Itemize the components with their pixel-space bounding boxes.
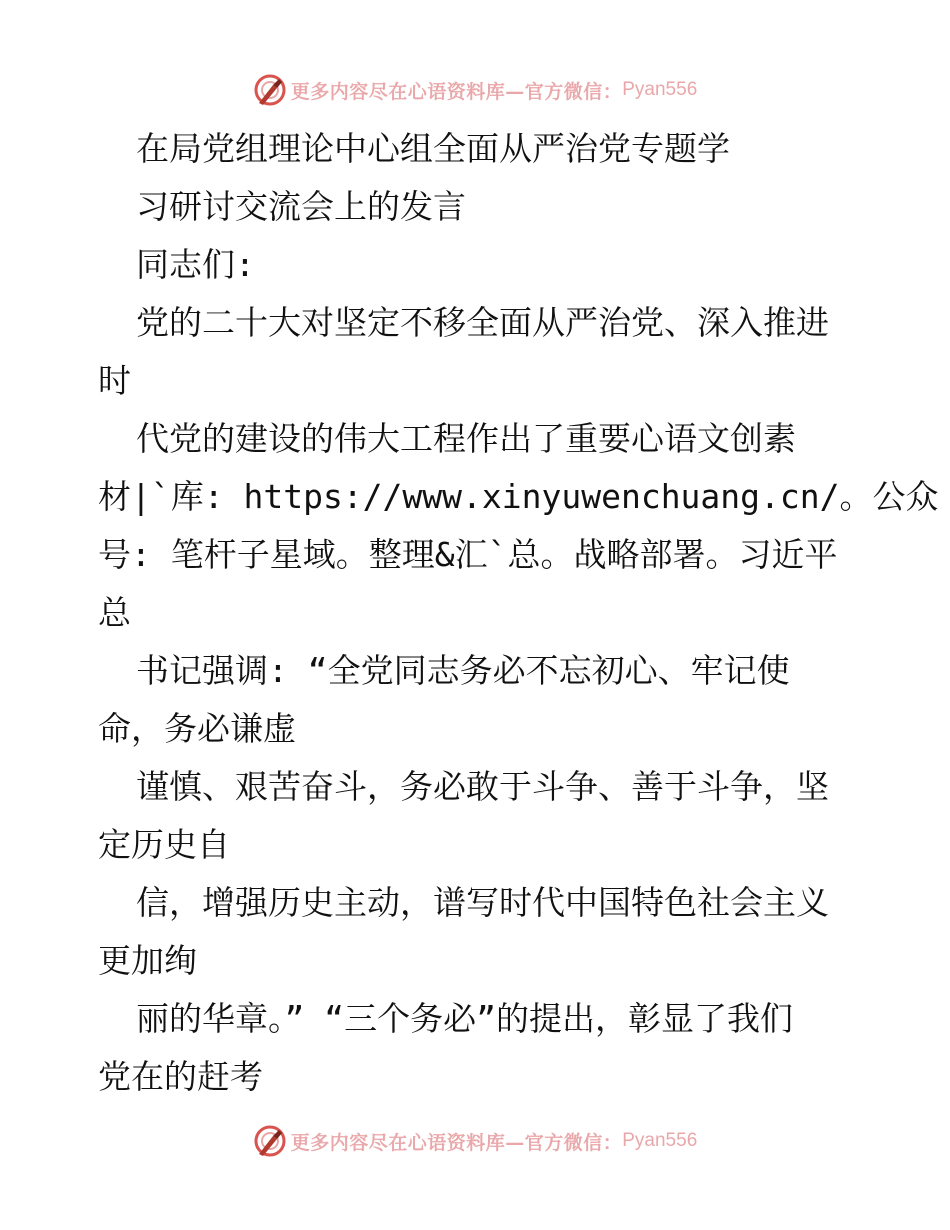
watermark-wechat-id: Pyan556 [622,1130,698,1151]
paragraph-line: 谨慎、艰苦奋斗，务必敢于斗争、善于斗争，坚 [136,767,829,806]
paragraph-line: 党的二十大对坚定不移全面从严治党、深入推进 [136,303,829,342]
watermark-text: 更多内容尽在心语资料库—官方微信： [290,1131,623,1154]
paragraph-line: 党在的赶考 [98,1057,263,1096]
paragraph-line: 代党的建设的伟大工程作出了重要心语文创素 [136,419,796,458]
title-line-2: 习研讨交流会上的发言 [136,187,466,226]
paragraph-line: 书记强调: “全党同志务必不忘初心、牢记使 [136,651,790,690]
paragraph-line: 材|`库: https://www.xinyuwenchuang.cn/。公众 [98,477,939,516]
paragraph-line: 信，增强历史主动，谱写时代中国特色社会主义 [136,883,829,922]
paragraph-line: 命，务必谦虚 [98,709,296,748]
paragraph-line: 时 [98,361,131,400]
salutation: 同志们: [136,245,255,284]
pen-logo-icon [253,73,287,107]
watermark-footer [0,1123,950,1159]
document-body [98,120,939,1106]
pen-logo-icon [253,1124,287,1158]
paragraph-line: 丽的华章。” “三个务必”的提出，彰显了我们 [136,999,793,1038]
paragraph-line: 更加绚 [98,941,197,980]
watermark-wechat-id: Pyan556 [622,79,698,100]
watermark-text: 更多内容尽在心语资料库—官方微信： [290,80,623,103]
paragraph-line: 总 [98,593,131,632]
paragraph-line: 号: 笔杆子星域。整理&汇`总。战略部署。习近平 [98,535,838,574]
watermark-header [0,72,950,108]
title-line-1: 在局党组理论中心组全面从严治党专题学 [136,129,730,168]
paragraph-line: 定历史自 [98,825,230,864]
